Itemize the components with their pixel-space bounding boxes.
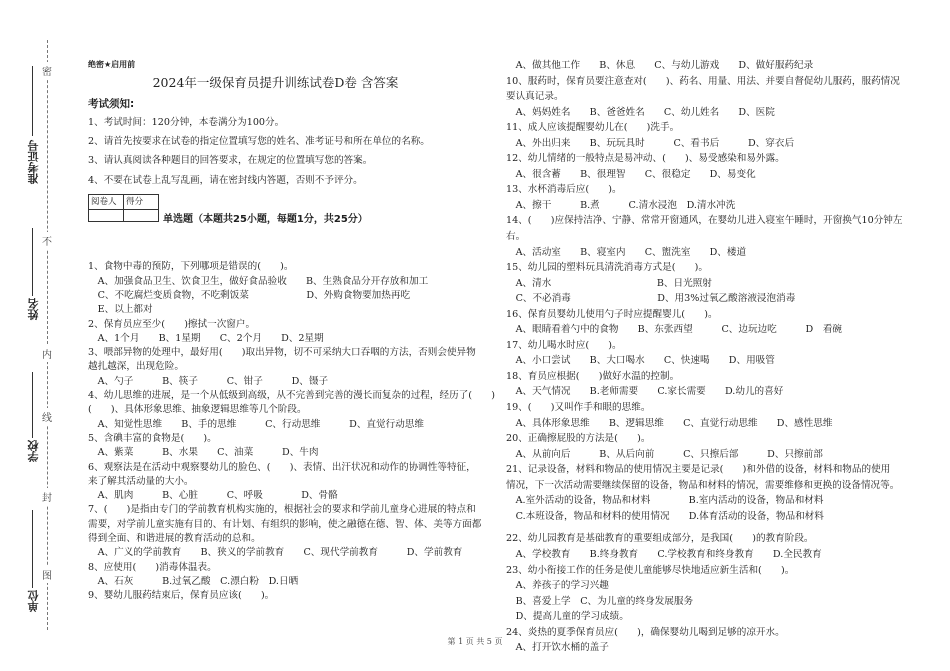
question-line: A、知觉性思维 B、手的思维 C、行动思维 D、直觉行动思维	[88, 418, 425, 430]
seal-char: 线	[42, 408, 52, 425]
question-line: A、勺子 B、筷子 C、钳子 D、镊子	[88, 375, 329, 387]
question-line: 来了解其活动量的大小。	[88, 475, 194, 487]
question-line: 14、( )应保持洁净、宁静、常常开窗通风，在婴幼儿进入寝室午睡时，开窗换气10分钟左	[506, 215, 903, 227]
question-line: A、擦干 B.煮 C.清水浸泡 D.清水冲洗	[506, 199, 736, 211]
question-line: 需要，对学前儿童实施有目的、有计划、有组织的影响，使之融德在德、智、体、美等方面都	[88, 518, 482, 530]
question-line: D、提高儿童的学习成绩。	[506, 611, 629, 623]
exam-notice	[88, 97, 463, 188]
question-line: 4、幼儿思维的进展，是一个从低级到高级，从不完善到完善的漫长而复杂的过程，经历了( )	[88, 390, 495, 402]
notice-item: 3、请认真阅读各种题目的回答要求，在规定的位置填写您的答案。	[88, 155, 373, 167]
question-line: B、喜爱上学 C、为儿童的终身发展服务	[506, 595, 694, 607]
exam-title: 2024年一级保育员提升训练试卷D卷 含答案	[152, 75, 399, 91]
question-line: A、石灰 B.过氧乙酸 C.漂白粉 D.日晒	[88, 575, 299, 587]
notice-item: 4、不要在试卷上乱写乱画，请在密封线内答题，否则不予评分。	[88, 174, 363, 186]
question-line: 7、( )是指由专门的学前教育机构实施的，根据社会的要求和学前儿童身心进展的特点和	[88, 504, 476, 516]
question-line: 19、( )又叫作手和眼的思维。	[506, 402, 651, 414]
question-line: 22、幼儿园教育是基础教育的重要组成部分，是我国( )的教育阶段。	[506, 533, 814, 545]
question-line: 3、喂部异物的处理中，最好用( )取出异物，切不可采纳大口吞咽的方法，否则会使异物	[88, 347, 476, 359]
question-line: A、眼睛看着勺中的食物 B、东张西望 C、边玩边吃 D 看碗	[506, 324, 843, 336]
score-table-reviewer-cell[interactable]	[89, 210, 124, 222]
question-line: 21、记录设备，材料和物品的使用情况主要是记录( )和外借的设备，材料和物品的使用	[506, 464, 891, 476]
question-line: 13、水杯消毒后应( )。	[506, 184, 622, 196]
question-line: A、清水 B、日光照射	[506, 277, 712, 289]
question-line: A、从前向后 B、从后向前 C、只擦后部 D、只擦前部	[506, 448, 823, 460]
binding-label-unit: 单位	[27, 590, 40, 612]
question-line: A、外出归来 B、玩玩具时 C、看书后 D、穿衣后	[506, 137, 795, 149]
binding-label-school: 学校	[27, 440, 40, 462]
question-line: A、小口尝试 B、大口喝水 C、快速喝 D、用吸管	[506, 355, 775, 367]
seal-char: 内	[42, 345, 52, 362]
seal-char: 不	[42, 232, 52, 249]
question-line: A、打开饮水桶的盖子	[506, 642, 609, 654]
question-list-right	[506, 58, 902, 656]
left-column	[88, 58, 495, 604]
section-heading: 单选题（本题共25小题，每题1分，共25分）	[163, 214, 368, 225]
question-line: 情况，下一次活动需要继续保留的设备，物品和材料的情况，需要维修和更换的设备情况等。	[506, 479, 900, 491]
question-line: ( )、具体形象思维、抽象逻辑思维等几个阶段。	[88, 404, 307, 416]
question-line: A、养孩子的学习兴趣	[506, 580, 609, 592]
question-line: A、加强食品卫生、饮食卫生，做好食品验收 B、生熟食品分开存放和加工	[88, 275, 429, 287]
question-line: A、妈妈姓名 B、爸爸姓名 C、幼儿姓名 D、医院	[506, 106, 775, 118]
question-line: 20、正确擦屁股的方法是( )。	[506, 433, 651, 445]
seal-char: 图	[42, 566, 52, 583]
question-line: C.本班设备，物品和材料的使用情况 D.体育活动的设备，物品和材料	[506, 510, 824, 522]
question-line: 要认真记录。	[506, 91, 564, 103]
binding-label-exam-number: 准考证号	[27, 140, 40, 184]
fill-line-unit	[32, 510, 33, 588]
question-line: C、不必消毒 D、用3%过氧乙酸溶液浸泡消毒	[506, 293, 796, 305]
question-line: A、1个月 B、1星期 C、2个月 D、2星期	[88, 332, 324, 344]
question-line: 5、含碘丰富的食物是( )。	[88, 432, 217, 444]
question-line: 2、保育员应至少( )擦拭一次窗户。	[88, 318, 256, 330]
question-line: 8、应使用( )消毒体温表。	[88, 561, 217, 573]
fill-line-name	[32, 228, 33, 296]
score-table-score-cell[interactable]	[124, 210, 159, 222]
question-line: A、活动室 B、寝室内 C、盥洗室 D、楼道	[506, 246, 747, 258]
score-table-reviewer-header: 阅卷人	[89, 195, 124, 210]
question-line: 24、炎热的夏季保育员应( )，确保婴幼儿喝到足够的凉开水。	[506, 626, 785, 638]
seal-char: 密	[42, 62, 52, 79]
score-table-score-header: 得分	[124, 195, 159, 210]
binding-label-name: 姓名	[27, 298, 40, 320]
binding-margin	[0, 0, 70, 671]
question-line: 15、幼儿园的塑料玩具清洗消毒方式是( )。	[506, 262, 708, 274]
question-list-left	[88, 260, 495, 603]
question-line: 越扎越深，出现危险。	[88, 361, 184, 373]
question-line: A、具体形象思维 B、逻辑思维 C、直觉行动思维 D、感性思维	[506, 417, 833, 429]
question-line	[506, 524, 902, 531]
question-line: 12、幼儿情绪的一般特点是易冲动、( )、易受感染和易外露。	[506, 153, 785, 165]
question-line: A、肌肉 B、心脏 C、呼吸 D、骨骼	[88, 490, 338, 502]
question-line: 16、保育员婴幼儿使用勺子时应提醒婴儿( )。	[506, 308, 718, 320]
question-line: A、天气情况 B.老师需要 C.家长需要 D.幼儿的喜好	[506, 386, 784, 398]
question-line: 17、幼儿喝水时应( )。	[506, 339, 622, 351]
question-line: 23、幼小衔接工作的任务是使儿童能够尽快地适应新生活和( )。	[506, 564, 795, 576]
question-line: 右。	[506, 231, 526, 243]
question-line: 18、育员应根据( )做好水温的控制。	[506, 370, 680, 382]
notice-heading: 考试须知:	[88, 97, 135, 110]
question-line: A.室外活动的设备，物品和材料 B.室内活动的设备，物品和材料	[506, 495, 824, 507]
question-line: A、紫菜 B、水果 C、油菜 D、牛肉	[88, 447, 319, 459]
notice-item: 1、考试时间：120分钟，本卷满分为100分。	[88, 116, 285, 128]
notice-item: 2、请首先按要求在试卷的指定位置填写您的姓名、准考证号和所在单位的名称。	[88, 136, 430, 148]
question-line: 6、观察法是在活动中观察婴幼儿的脸色、( )、表情、出汗状况和动作的协调性等特征，	[88, 461, 476, 473]
question-line: 得到全面、和谐进展的教育活动的总和。	[88, 533, 261, 545]
seal-line	[47, 40, 48, 630]
page-footer: 第 1 页 共 5 页	[447, 637, 503, 646]
seal-char: 封	[42, 488, 52, 505]
question-line: A、做其他工作 B、休息 C、与幼儿游戏 D、做好服药纪录	[506, 60, 814, 71]
question-line: A、广义的学前教育 B、狭义的学前教育 C、现代学前教育 D、学前教育	[88, 547, 463, 559]
secret-mark: 绝密★启用前	[88, 60, 136, 69]
fill-line-exam-number	[32, 66, 33, 136]
question-line: A、很含蓄 B、很理智 C、很稳定 D、易变化	[506, 168, 756, 180]
question-line: 1、食物中毒的预防，下列哪项是错误的( )。	[88, 261, 294, 273]
question-line: E、以上都对	[88, 304, 153, 316]
question-line: 11、成人应该提醒婴幼儿在( )洗手。	[506, 122, 680, 134]
fill-line-school	[32, 372, 33, 438]
question-line: 9、婴幼儿服药结束后，保育员应该( )。	[88, 590, 275, 602]
question-line: 10、服药时，保育员要注意查对( )、药名、用量、用法、并要自督促幼儿服药，服药情况	[506, 75, 900, 87]
question-line: C、不吃腐烂变质食物，不吃剩饭菜 D、外购食物要加热再吃	[88, 289, 411, 301]
question-line: A、学校教育 B.终身教育 C.学校教育和终身教育 D.全民教育	[506, 548, 822, 560]
score-table	[88, 194, 159, 222]
